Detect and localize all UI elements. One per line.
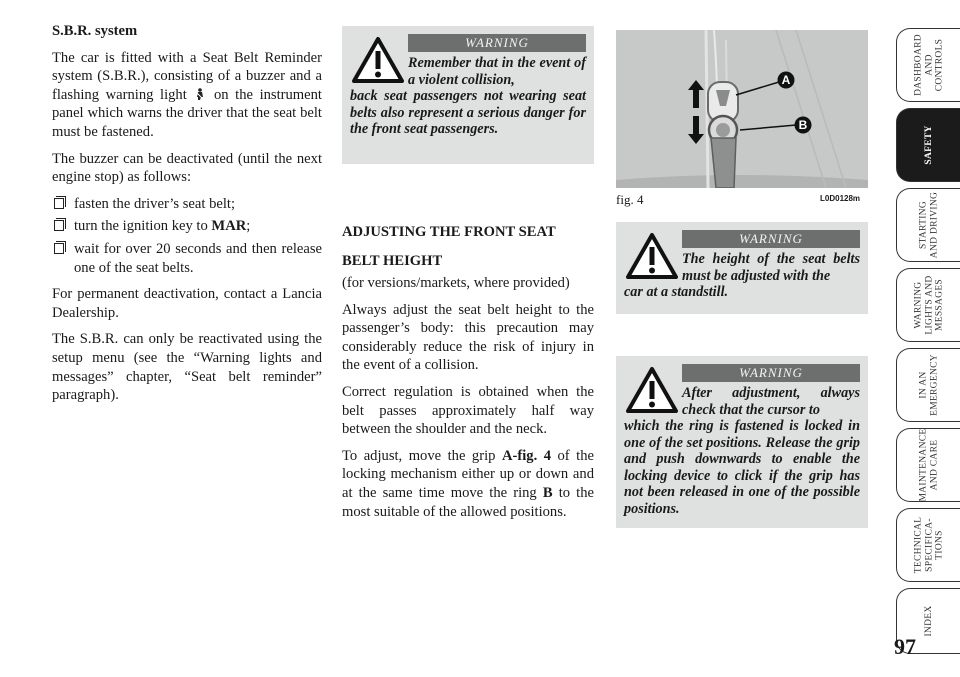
figure-caption: fig. 4 [616, 192, 644, 207]
seat-belt-illustration [616, 30, 868, 188]
callout-a-label: A [781, 73, 791, 87]
list-item-text-end: ; [246, 218, 251, 235]
warning-triangle-icon [352, 36, 404, 84]
warning-triangle-icon [626, 366, 678, 414]
page-number: 97 [894, 634, 916, 659]
figure-seat-belt-adjuster [616, 30, 868, 188]
warning-text-rest: which the ring is fastened is locked in one of the set positions. Release the grip and push downwards to enable the locking device to click if the grip has not been released in one of the possible positions. [624, 418, 860, 517]
section-heading-sbr: S.B.R. system [52, 23, 138, 39]
tab-dashboard-and-controls[interactable] [896, 28, 960, 102]
paragraph-permanent-deactivation: For permanent deactivation, contact a Lancia Dealership. [52, 286, 322, 321]
tab-starting-and-driving[interactable] [896, 188, 960, 262]
paragraph-sbr-intro-part1: The car is fitted with a Seat Belt Reminder system (S.B.R.), consisting of a buzzer and a flashing warning light [52, 49, 322, 103]
deactivation-steps-list [52, 195, 322, 277]
warning-text-indented: After adjustment, always check that the cursor to [682, 385, 860, 418]
warning-banner: WARNING [408, 34, 586, 52]
tab-label: IN AN EMERGENCY [918, 354, 939, 416]
warning-text-rest: back seat passengers not wearing seat belts also represent a serious danger for the front seat passengers. [350, 88, 586, 137]
column-belt-height [342, 222, 594, 529]
tab-safety[interactable] [896, 108, 960, 182]
checkbox-bullet-icon [54, 243, 64, 254]
tab-label: MAINTENANCE AND CARE [918, 428, 939, 502]
list-item-text: fasten the driver’s seat belt; [74, 195, 236, 212]
text-span: to the most suitable of the allowed positions. [342, 484, 594, 520]
text-span: To adjust, move the grip [342, 447, 502, 464]
warning-text-indented: Remember that in the event of a violent collision, [408, 55, 586, 88]
figure-code: L0D0128m [820, 194, 861, 203]
warning-triangle-icon [626, 232, 678, 280]
paragraph-sbr-intro [52, 49, 322, 142]
tab-technical-specifications[interactable] [896, 508, 960, 582]
warning-box-rear-passengers [342, 26, 594, 164]
column-sbr-system [52, 22, 322, 413]
paragraph-reactivation: The S.B.R. can only be reactivated using the setup menu (see the “Warning lights and messages” chapter, “Seat belt reminder” paragraph). [52, 331, 322, 404]
tab-label: STARTING AND DRIVING [918, 191, 939, 259]
list-item-bold: MAR [211, 218, 247, 235]
tab-label: INDEX [923, 605, 934, 637]
seat-belt-warning-icon [195, 88, 205, 101]
warning-banner: WARNING [682, 230, 860, 248]
paragraph-versions: (for versions/markets, where provided) [342, 275, 570, 291]
tab-label: WARNING LIGHTS AND MESSAGES [912, 275, 944, 335]
tab-in-an-emergency[interactable] [896, 348, 960, 422]
ring-reference-b: B [542, 484, 553, 501]
list-item-text: wait for over 20 seconds and then release one of the seat belts. [74, 240, 322, 276]
tab-warning-lights-and-messages[interactable] [896, 268, 960, 342]
text-span: of the locking mechanism either up or down and at the same time move the ring [342, 447, 594, 501]
checkbox-bullet-icon [54, 198, 64, 209]
paragraph-to-adjust [342, 447, 594, 521]
paragraph-buzzer: The buzzer can be deactivated (until the next engine stop) as follows: [52, 150, 322, 186]
tab-label: SAFETY [923, 125, 934, 165]
tab-label: DASHBOARD AND CONTROLS [912, 34, 944, 96]
list-item [52, 195, 322, 214]
section-heading-belt-height-1: ADJUSTING THE FRONT SEAT [342, 224, 556, 240]
warning-box-after-adjustment [616, 356, 868, 528]
callout-b-label: B [798, 118, 808, 132]
tab-maintenance-and-care[interactable] [896, 428, 960, 502]
checkbox-bullet-icon [54, 220, 64, 231]
fig-reference-a: A-fig. 4 [501, 447, 552, 464]
list-item-text: turn the ignition key to [74, 218, 212, 235]
paragraph-adjust-always: Always adjust the seat belt height to the passenger’s body: this precaution may considerably reduce the risk of injury in the event of a collision. [342, 301, 594, 374]
section-heading-belt-height-2: BELT HEIGHT [342, 253, 443, 269]
warning-text-indented: The height of the seat belts must be adjusted with the [682, 251, 860, 284]
warning-text-rest: car at a standstill. [624, 284, 729, 300]
paragraph-sbr-intro-part2: on the instrument panel which warns the driver that the seat belt must be fastened. [52, 86, 322, 140]
warning-banner: WARNING [682, 364, 860, 382]
warning-box-standstill [616, 222, 868, 314]
list-item [52, 240, 322, 277]
tab-label: TECHNICAL SPECIFICA- TIONS [912, 516, 944, 574]
paragraph-correct-regulation: Correct regulation is obtained when the belt passes approximately half way between the shoulder and the neck. [342, 383, 594, 438]
list-item [52, 217, 322, 236]
